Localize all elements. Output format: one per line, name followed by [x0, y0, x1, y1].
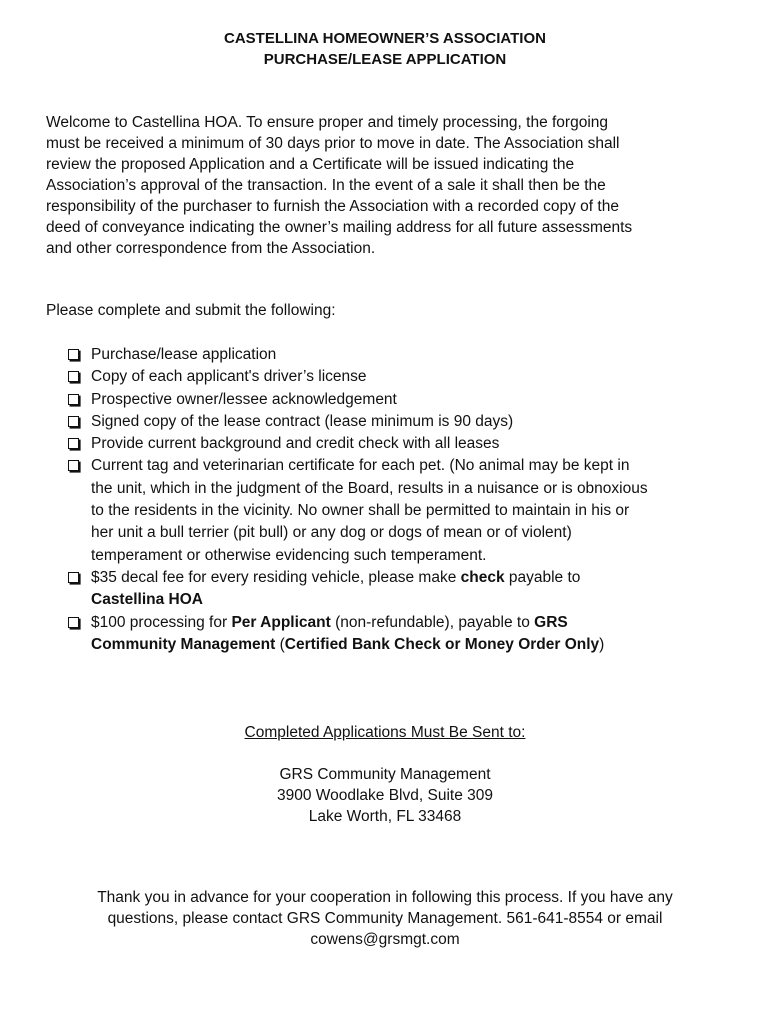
checkbox-icon: [68, 349, 79, 360]
pet-text-line: Current tag and veterinarian certificate for each pet. (No animal may be kept in: [91, 457, 630, 475]
checklist-item: [68, 366, 738, 388]
community-management-bold: Community Management: [91, 635, 276, 653]
pet-text-line: the unit, which in the judgment of the Board, results in a nuisance or is obnoxious: [91, 479, 648, 497]
address-company: GRS Community Management: [279, 766, 491, 783]
checkbox-icon: [68, 394, 79, 405]
closing-paragraph: [0, 887, 770, 950]
intro-line: responsibility of the purchaser to furnish the Association with a recorded copy of the: [46, 198, 619, 215]
mailing-address: [0, 764, 770, 827]
send-to-heading: Completed Applications Must Be Sent to:: [244, 724, 526, 741]
processing-fee-text-mid: (non-refundable), payable to: [330, 613, 535, 631]
decal-fee-check-bold: check: [460, 568, 505, 586]
checkbox-icon: [68, 371, 79, 382]
intro-line: deed of conveyance indicating the owner’s mailing address for all future assessments: [46, 219, 633, 236]
checklist-item-text: Copy of each applicant's driver’s license: [91, 368, 367, 386]
processing-fee-line-2: [91, 634, 738, 656]
checklist-item-pets: [68, 455, 738, 566]
checkbox-icon: [68, 460, 79, 471]
intro-line: Welcome to Castellina HOA. To ensure proper and timely processing, the forgoing: [46, 114, 609, 131]
checkbox-icon: [68, 438, 79, 449]
checklist-item-text: Provide current background and credit check with all leases: [91, 435, 500, 453]
document-title: CASTELLINA HOMEOWNER’S ASSOCIATION: [224, 30, 546, 47]
decal-fee-text-end: payable to: [504, 568, 581, 586]
checklist-item: [68, 411, 738, 433]
contact-email: cowens@grsmgt.com: [310, 931, 460, 948]
intro-line: and other correspondence from the Association.: [46, 240, 376, 257]
decal-fee-line: [91, 567, 738, 589]
decal-fee-text: $35 decal fee for every residing vehicle, please make: [91, 568, 461, 586]
document-subtitle: PURCHASE/LEASE APPLICATION: [263, 51, 507, 68]
per-applicant-bold: Per Applicant: [231, 613, 331, 631]
checklist-item-text: Purchase/lease application: [91, 346, 277, 363]
paren-close: ): [599, 635, 605, 653]
intro-line: Association’s approval of the transaction. In the event of a sale it shall then be the: [46, 177, 606, 194]
closing-line: Thank you in advance for your cooperation in following this process. If you have any: [97, 889, 673, 906]
checklist-item-decal-fee: [68, 567, 738, 612]
intro-paragraph: [46, 112, 726, 259]
requirements-checklist: [68, 344, 738, 656]
checkbox-icon: [68, 416, 79, 427]
intro-line: must be received a minimum of 30 days prior to move in date. The Association shall: [46, 135, 620, 152]
intro-line: review the proposed Application and a Certificate will be issued indicating the: [46, 156, 575, 173]
decal-fee-payee: Castellina HOA: [91, 591, 203, 609]
instructions-label: Please complete and submit the following:: [46, 302, 336, 319]
checklist-item: [68, 389, 738, 411]
address-city: Lake Worth, FL 33468: [308, 808, 462, 825]
paren-open: (: [275, 635, 285, 653]
payment-method-bold: Certified Bank Check or Money Order Only: [284, 635, 600, 653]
checklist-item: [68, 344, 738, 366]
checklist-item-processing-fee: [68, 612, 738, 657]
pet-text-line: her unit a bull terrier (pit bull) or any dog or dogs of mean or of violent): [91, 524, 572, 542]
grs-bold: GRS: [534, 613, 568, 631]
pet-text-line: temperament or otherwise evidencing such temperament.: [91, 546, 487, 564]
processing-fee-text: $100 processing for: [91, 613, 232, 631]
checklist-item: [68, 433, 738, 455]
decal-fee-payee-line: [91, 589, 738, 611]
checklist-item-text: Prospective owner/lessee acknowledgement: [91, 390, 397, 408]
checkbox-icon: [68, 572, 79, 583]
processing-fee-line: [91, 612, 738, 634]
pet-text-line: to the residents in the vicinity. No owner shall be permitted to maintain in his or: [91, 502, 630, 520]
address-street: 3900 Woodlake Blvd, Suite 309: [276, 787, 493, 804]
checkbox-icon: [68, 617, 79, 628]
closing-line: questions, please contact GRS Community Management. 561-641-8554 or email: [107, 910, 663, 927]
checklist-item-text: Signed copy of the lease contract (lease minimum is 90 days): [91, 412, 514, 430]
